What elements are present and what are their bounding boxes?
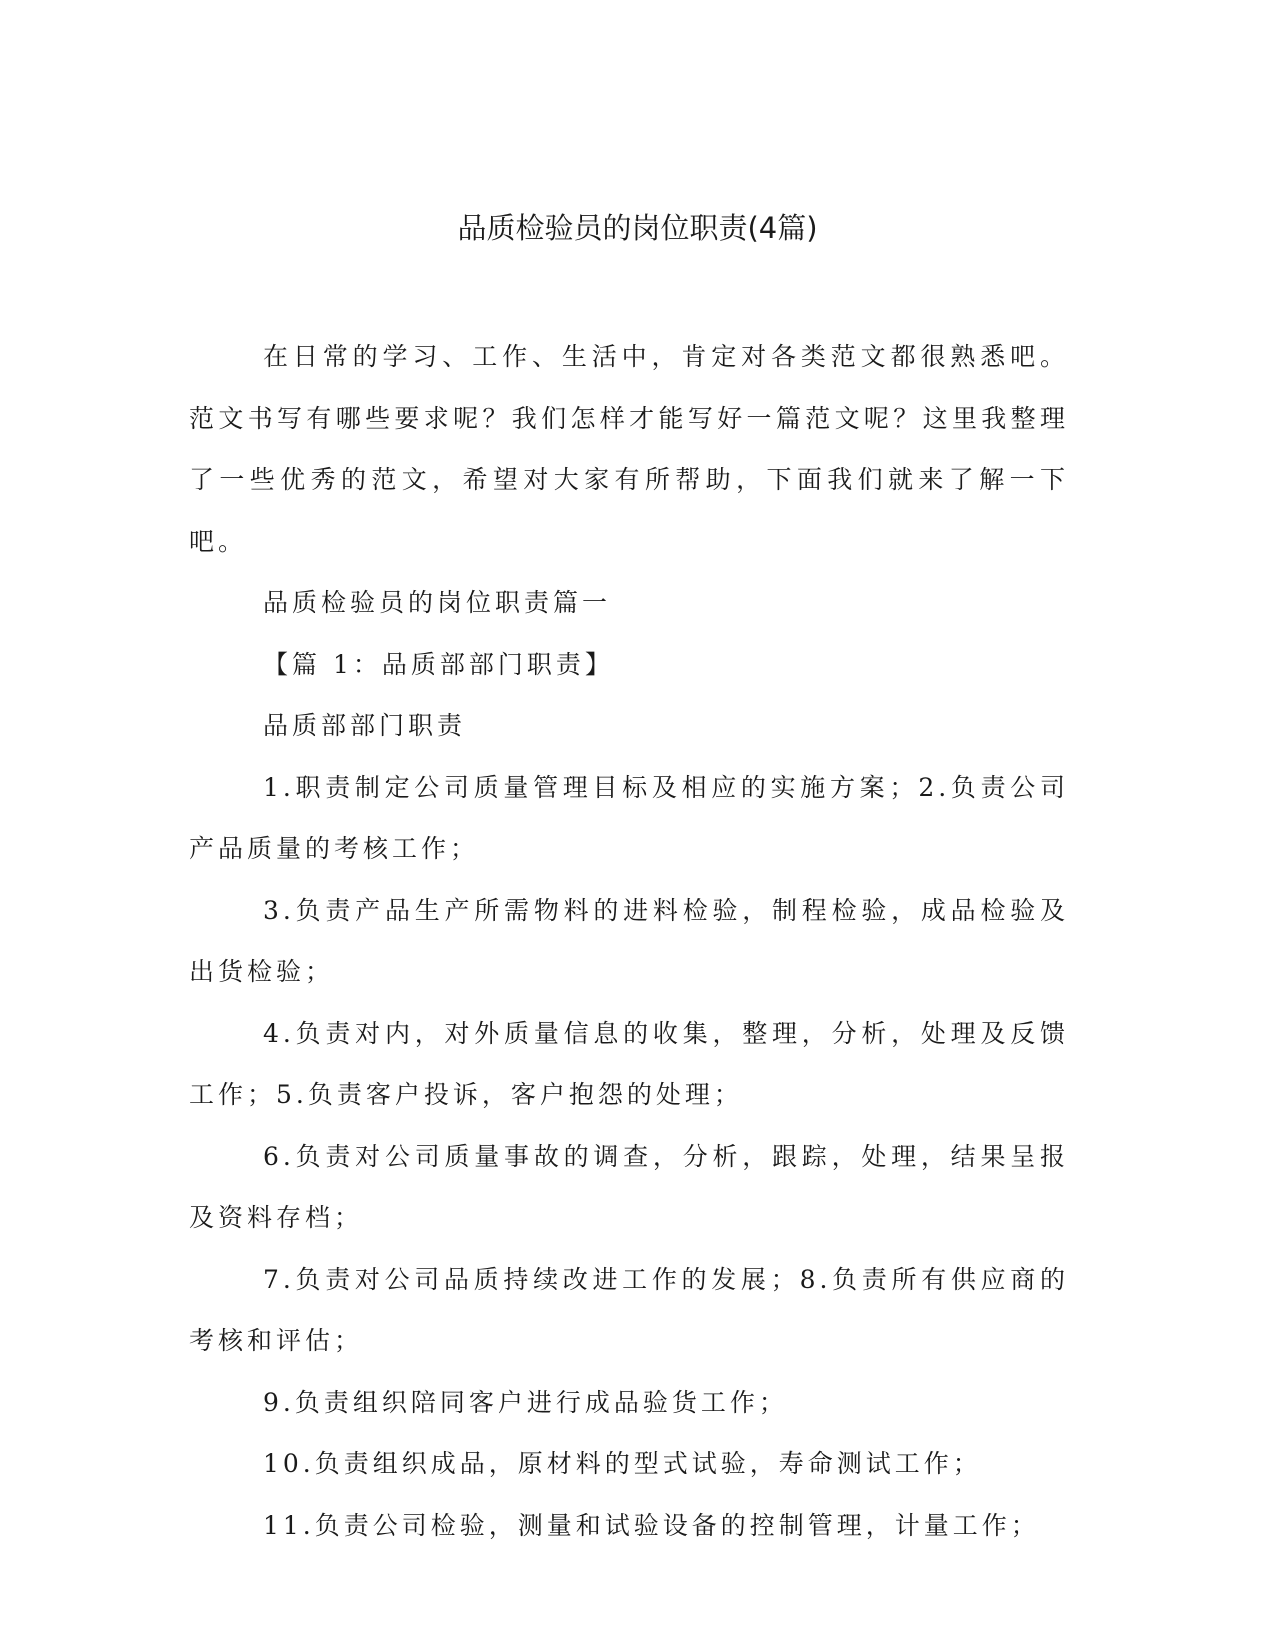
duty-item: 10.负责组织成品，原材料的型式试验，寿命测试工作； <box>263 1449 982 1478</box>
section-heading: 品质检验员的岗位职责篇一 <box>263 588 612 617</box>
duty-item: 3.负责产品生产所需物料的进料检验，制程检验，成品检验及出货检验； <box>189 895 1069 986</box>
duty-item: 1.职责制定公司质量管理目标及相应的实施方案；2.负责公司产品质量的考核工作； <box>189 772 1069 863</box>
subsection-heading: 【篇 1：品质部部门职责】 <box>263 649 614 679</box>
duty-item: 11.负责公司检验，测量和试验设备的控制管理，计量工作； <box>263 1510 1040 1540</box>
document-body <box>189 326 1069 1556</box>
document-title: 品质检验员的岗位职责(4篇) <box>457 211 818 245</box>
duty-item: 6.负责对公司质量事故的调查，分析，跟踪，处理，结果呈报及资料存档； <box>189 1141 1069 1232</box>
duty-item: 4.负责对内，对外质量信息的收集，整理，分析，处理及反馈工作；5.负责客户投诉，客户抱怨的处理； <box>189 1018 1069 1109</box>
department-heading: 品质部部门职责 <box>263 711 467 740</box>
duty-item: 9.负责组织陪同客户进行成品验货工作； <box>263 1387 788 1417</box>
intro-paragraph: 在日常的学习、工作、生活中，肯定对各类范文都很熟悉吧。范文书写有哪些要求呢？我们怎样才能写好一篇范文呢？这里我整理了一些优秀的范文，希望对大家有所帮助，下面我们就来了解一下吧。 <box>189 342 1069 556</box>
duty-item: 7.负责对公司品质持续改进工作的发展；8.负责所有供应商的考核和评估； <box>189 1264 1069 1355</box>
